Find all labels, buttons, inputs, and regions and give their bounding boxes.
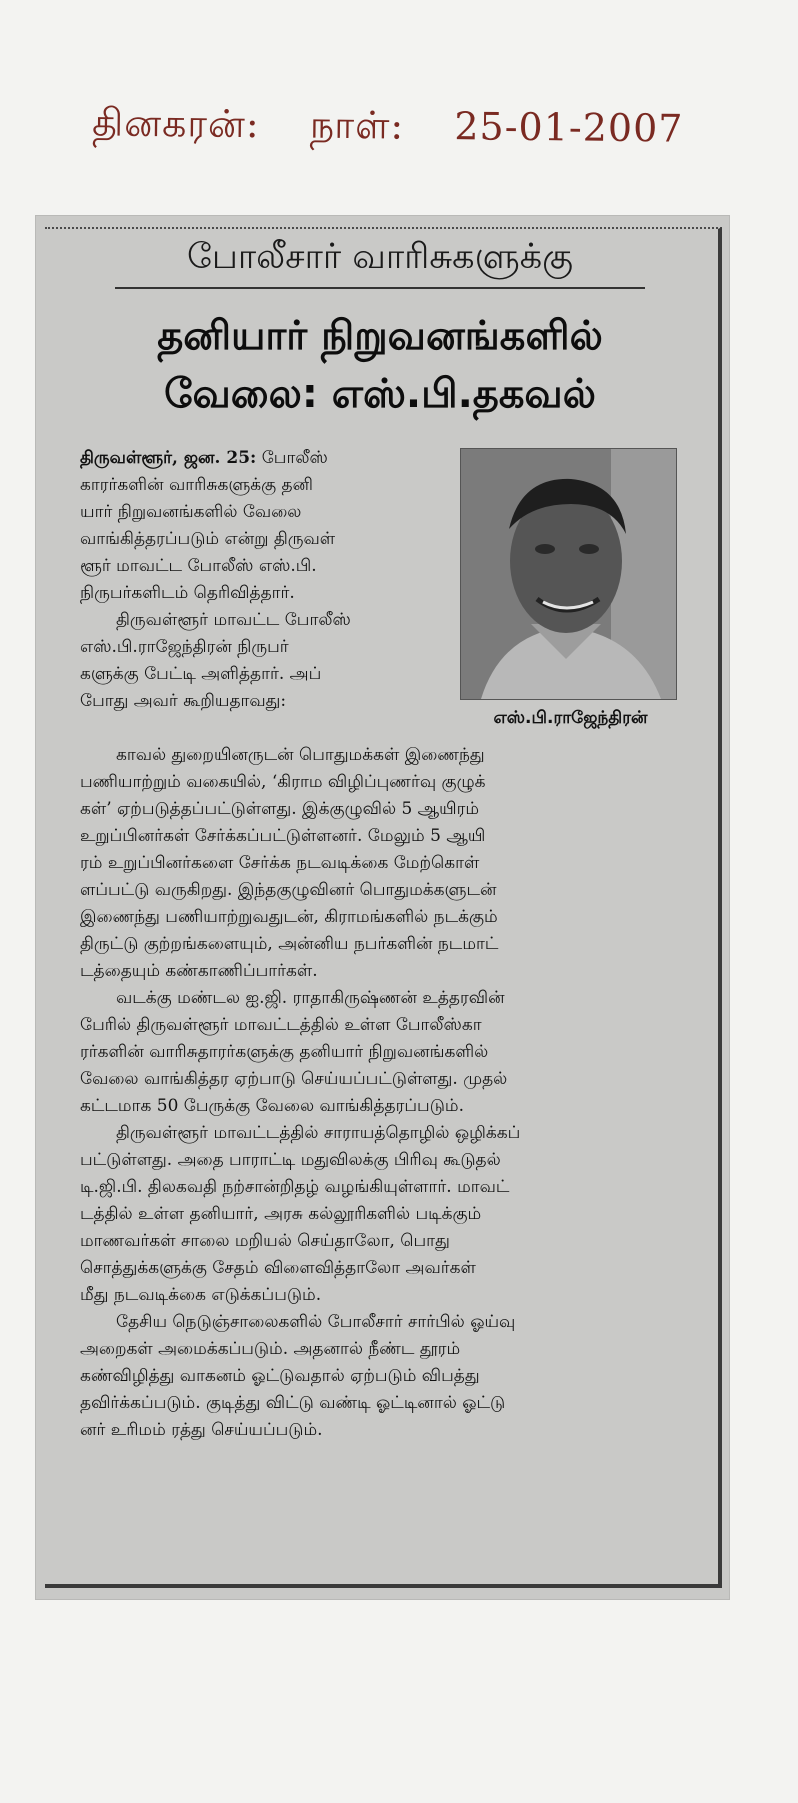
- body-line: திருட்டு குற்றங்களையும், அன்னிய நபர்களின் நடமாட்: [80, 934, 499, 954]
- article-dateline: திருவள்ளூர், ஜன. 25:: [80, 448, 257, 468]
- body-line: மீது நடவடிக்கை எடுக்கப்படும்.: [80, 1285, 322, 1305]
- handwritten-paper-name: தினகரன்:: [91, 100, 260, 147]
- body-line: பணியாற்றும் வகையில், ‘கிராம விழிப்புணர்வு குழுக்: [80, 772, 486, 792]
- body-line: பட்டுள்ளது. அதை பாராட்டி மதுவிலக்கு பிரிவு கூடுதல்: [80, 1150, 501, 1170]
- body-line: டத்தில் உள்ள தனியார், அரசு கல்லூரிகளில் படிக்கும்: [80, 1204, 482, 1224]
- headline-line-2: வேலை: எஸ்.பி.தகவல்: [164, 371, 596, 417]
- handwritten-date-note: [92, 100, 783, 167]
- body-line: நிருபர்களிடம் தெரிவித்தார்.: [80, 583, 295, 603]
- portrait-illustration: [461, 449, 676, 699]
- body-line: தவிர்க்கப்படும். குடித்து விட்டு வண்டி ஓட்டினால் ஓட்டு: [80, 1393, 506, 1413]
- body-line: வடக்கு மண்டல ஐ.ஜி. ராதாகிருஷ்ணன் உத்தரவின்: [116, 988, 505, 1008]
- body-line: காரர்களின் வாரிசுகளுக்கு தனி: [80, 475, 313, 495]
- body-line: ளப்பட்டு வருகிறது. இந்தகுழுவினர் பொதுமக்களுடன்: [80, 880, 497, 900]
- body-line: சொத்துக்களுக்கு சேதம் விளைவித்தாலோ அவர்கள்: [80, 1258, 476, 1278]
- body-line: கட்டமாக 50 பேருக்கு வேலை வாங்கித்தரப்படும்.: [80, 1096, 464, 1116]
- body-line: உறுப்பினர்கள் சேர்க்கப்பட்டுள்ளனர். மேலும் 5 ஆயி: [80, 826, 486, 846]
- body-line: பேரில் திருவள்ளூர் மாவட்டத்தில் உள்ள போலீஸ்கா: [80, 1015, 482, 1035]
- body-line: யார் நிறுவனங்களில் வேலை: [80, 502, 302, 522]
- body-line: இணைந்து பணியாற்றுவதுடன், கிராமங்களில் நடக்கும்: [80, 907, 498, 927]
- handwritten-date-label: நாள்:: [309, 102, 405, 148]
- body-line: டத்தையும் கண்காணிப்பார்கள்.: [80, 961, 318, 981]
- body-line: ளூர் மாவட்ட போலீஸ் எஸ்.பி.: [80, 556, 317, 576]
- body-line: தேசிய நெடுஞ்சாலைகளில் போலீசார் சார்பில் ஓய்வு: [116, 1312, 516, 1332]
- article-body-column: [80, 742, 690, 1444]
- body-line: போலீஸ்: [261, 448, 328, 468]
- photo-caption: எஸ்.பி.ராஜேந்திரன்: [493, 708, 648, 728]
- body-line: வாங்கித்தரப்படும் என்று திருவள்: [80, 529, 336, 549]
- body-line: கண்விழித்து வாகனம் ஓட்டுவதால் ஏற்படும் விபத்து: [80, 1366, 480, 1386]
- body-line: மாணவர்கள் சாலை மறியல் செய்தாலோ, பொது: [80, 1231, 450, 1251]
- body-line: கள்’ ஏற்படுத்தப்பட்டுள்ளது. இக்குழுவில் 5 ஆயிரம்: [80, 799, 480, 819]
- body-line: போது அவர் கூறியதாவது:: [80, 691, 287, 711]
- body-line: களுக்கு பேட்டி அளித்தார். அப்: [80, 664, 322, 684]
- body-line: டி.ஜி.பி. திலகவதி நற்சான்றிதழ் வழங்கியுள்ளார். மாவட்: [80, 1177, 510, 1197]
- body-line: காவல் துறையினருடன் பொதுமக்கள் இணைந்து: [116, 745, 485, 765]
- portrait-photo: [460, 448, 677, 700]
- body-line: னர் உரிமம் ரத்து செய்யப்படும்.: [80, 1420, 323, 1440]
- body-line: திருவள்ளூர் மாவட்டத்தில் சாராயத்தொழில் ஒழிக்கப்: [116, 1123, 521, 1143]
- body-line: ரம் உறுப்பினர்களை சேர்க்க நடவடிக்கை மேற்கொள்: [80, 853, 480, 873]
- intro-line-1: [80, 445, 450, 472]
- newspaper-clipping: [35, 215, 730, 1600]
- body-line: எஸ்.பி.ராஜேந்திரன் நிருபர்: [80, 637, 289, 657]
- headline-line-1: தனியார் நிறுவனங்களில்: [157, 313, 603, 359]
- handwritten-date: 25-01-2007: [454, 104, 684, 151]
- article-headline: [65, 307, 695, 423]
- article-intro-column: [80, 445, 450, 715]
- body-line: ரர்களின் வாரிசுதாரர்களுக்கு தனியார் நிறுவனங்களில்: [80, 1042, 489, 1062]
- body-line: திருவள்ளூர் மாவட்ட போலீஸ்: [116, 610, 351, 630]
- article-kicker: போலீசார் வாரிசுகளுக்கு: [115, 237, 645, 289]
- body-line: வேலை வாங்கித்தர ஏற்பாடு செய்யப்பட்டுள்ளது. முதல்: [80, 1069, 508, 1089]
- body-line: அறைகள் அமைக்கப்படும். அதனால் நீண்ட தூரம்: [80, 1339, 461, 1359]
